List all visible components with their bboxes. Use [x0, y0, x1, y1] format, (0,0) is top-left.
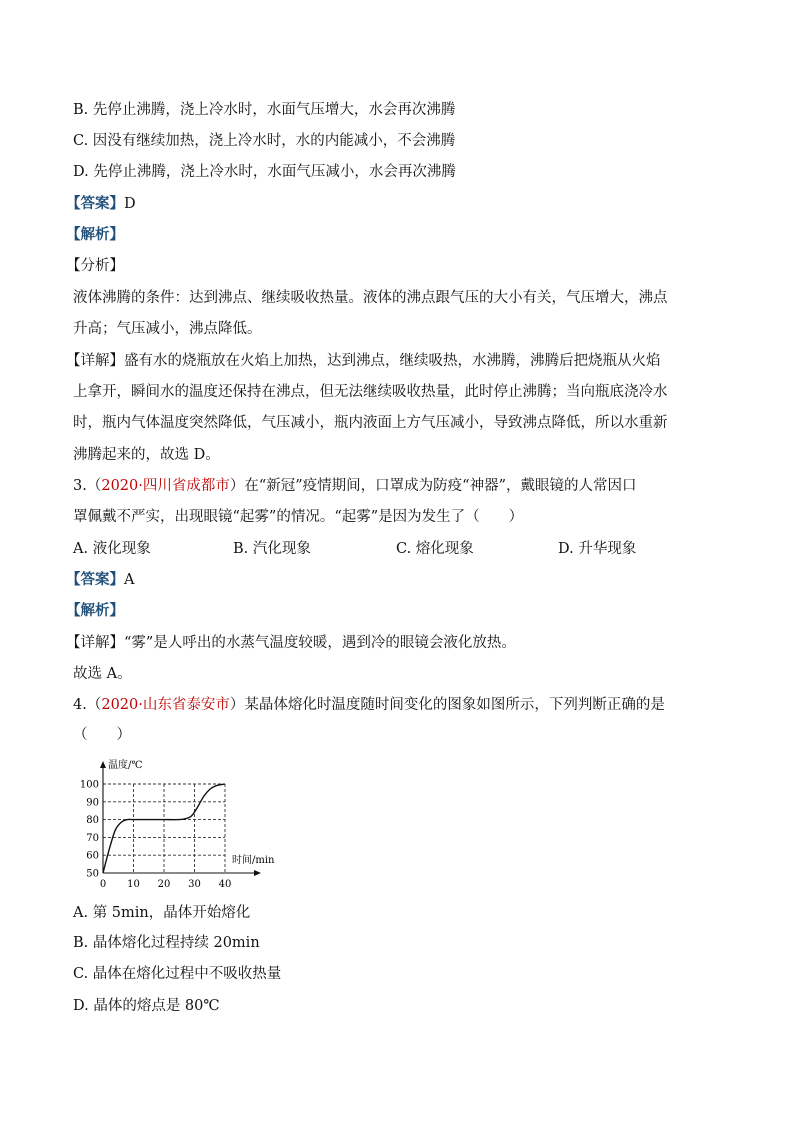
x-axis-label: 时间/min	[232, 855, 275, 866]
answer-tag: 【答案】	[66, 195, 124, 212]
y-tick-label: 100	[79, 779, 99, 791]
q3-option-c: C. 熔化现象	[396, 541, 474, 557]
y-tick-label: 70	[86, 832, 99, 844]
q2-option-b: B. 先停止沸腾，浇上冷水时，水面气压增大，水会再次沸腾	[73, 102, 456, 118]
q2-answer	[66, 194, 136, 214]
y-tick-label: 60	[86, 850, 99, 862]
q2-detail-line-3: 时，瓶内气体温度突然降低，气压减小，瓶内液面上方气压减小，导致沸点降低，所以水重新	[73, 415, 668, 431]
question-number: 4.	[73, 697, 87, 713]
answer-value: D	[124, 196, 136, 212]
q2-detail-line-1: 【详解】盛有水的烧瓶放在火焰上加热，达到沸点，继续吸热，水沸腾，沸腾后把烧瓶从火焰	[66, 353, 661, 369]
q3-option-a: A. 液化现象	[73, 541, 151, 557]
q3-stem-line-2: 罩佩戴不严实，出现眼镜“起雾”的情况。“起雾”是因为发生了（ ）	[73, 509, 524, 525]
q2-analysis-tag: 【解析】	[66, 226, 124, 243]
y-tick-label: 50	[86, 868, 99, 880]
q4-stem-line-2: （ ）	[73, 727, 131, 743]
q3-option-b: B. 汽化现象	[233, 541, 311, 557]
q2-fenxi-line-1: 液体沸腾的条件：达到沸点、继续吸收热量。液体的沸点跟气压的大小有关，气压增大，沸点	[73, 290, 668, 306]
q2-option-d: D. 先停止沸腾，浇上冷水时，水面气压减小，水会再次沸腾	[73, 164, 456, 180]
q4-option-c: C. 晶体在熔化过程中不吸收热量	[73, 966, 282, 982]
q2-option-c: C. 因没有继续加热，浇上冷水时，水的内能减小，不会沸腾	[73, 133, 456, 149]
x-tick-label: 10	[127, 879, 140, 890]
y-axis-label: 温度/℃	[108, 760, 143, 771]
question-number: 3.	[73, 478, 87, 494]
q4-stem-line-1: 4.（2020·山东省泰安市）某晶体熔化时温度随时间变化的图象如图所示，下列判断正确的是	[73, 697, 665, 713]
question-source: 2020·山东省泰安市	[101, 697, 230, 713]
q4-option-d: D. 晶体的熔点是 80℃	[73, 998, 220, 1014]
x-tick-label: 0	[99, 879, 107, 890]
q3-answer	[66, 570, 134, 590]
x-tick-label: 30	[188, 879, 201, 890]
y-tick-label: 90	[86, 797, 99, 809]
q2-detail-line-4: 沸腾起来的，故选 D。	[73, 447, 220, 463]
x-tick-label: 20	[157, 879, 171, 890]
x-tick-label: 40	[218, 879, 232, 890]
q3-detail: 【详解】“雾”是人呼出的水蒸气温度较暖，遇到冷的眼镜会液化放热。	[66, 635, 516, 651]
q2-fenxi-line-2: 升高；气压减小，沸点降低。	[73, 321, 262, 337]
q4-option-a: A. 第 5min，晶体开始熔化	[73, 905, 251, 921]
detail-tag: 【详解】	[66, 353, 124, 369]
q2-fenxi-tag: 【分析】	[66, 258, 124, 274]
q3-stem-line-1: 3.（2020·四川省成都市）在“新冠”疫情期间，口罩成为防疫“神器”，戴眼镜的人常因口	[73, 478, 637, 494]
answer-tag: 【答案】	[66, 571, 124, 588]
x-axis-arrow	[254, 870, 261, 876]
detail-tag: 【详解】	[66, 635, 124, 651]
q4-option-b: B. 晶体熔化过程持续 20min	[73, 935, 260, 951]
q3-conclusion: 故选 A。	[73, 666, 132, 682]
y-axis-arrow	[100, 761, 106, 768]
q3-analysis-tag: 【解析】	[66, 602, 124, 619]
answer-value: A	[124, 572, 135, 588]
temperature-time-chart	[70, 755, 275, 890]
q3-option-d: D. 升华现象	[558, 541, 637, 557]
question-source: 2020·四川省成都市	[101, 478, 230, 494]
q2-detail-line-2: 上拿开，瞬间水的温度还保持在沸点，但无法继续吸收热量，此时停止沸腾；当向瓶底浇冷水	[73, 384, 668, 400]
y-tick-label: 80	[86, 815, 99, 827]
